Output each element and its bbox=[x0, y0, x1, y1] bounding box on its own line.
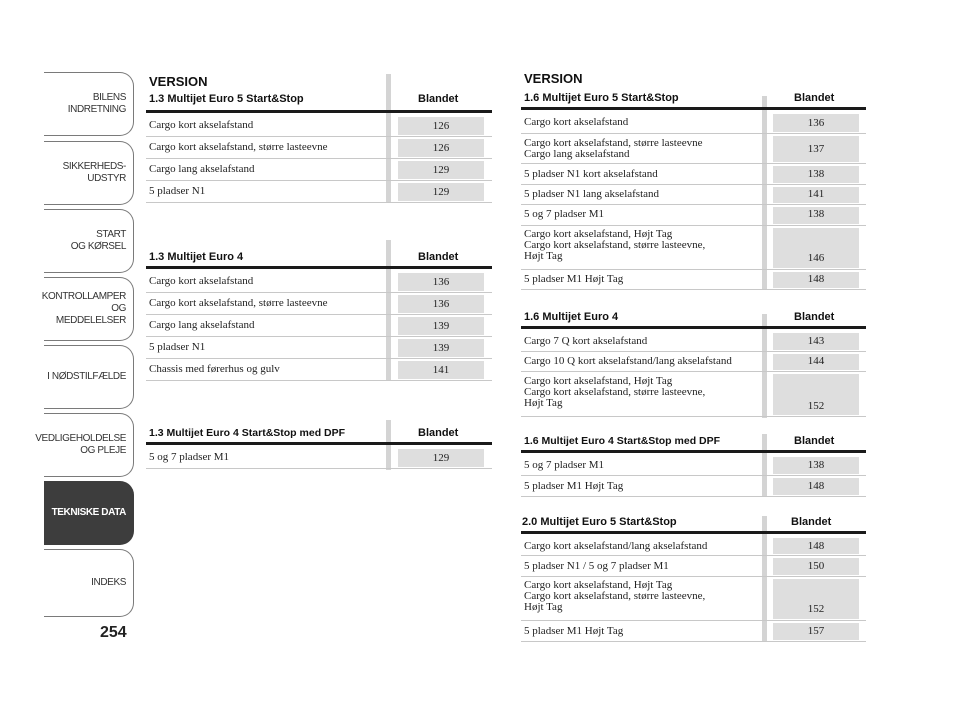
header-rule bbox=[146, 110, 492, 113]
row-value: 148 bbox=[807, 480, 825, 492]
table-row bbox=[521, 164, 866, 185]
table-row bbox=[146, 293, 492, 315]
row-value: 129 bbox=[432, 164, 450, 176]
table-row bbox=[521, 331, 866, 352]
row-value: 138 bbox=[807, 168, 825, 180]
row-value: 138 bbox=[807, 208, 825, 220]
version-title: VERSION bbox=[524, 71, 583, 86]
header-rule bbox=[521, 531, 866, 534]
table-row bbox=[521, 226, 866, 270]
row-value: 139 bbox=[432, 342, 450, 354]
row-value: 144 bbox=[807, 355, 825, 367]
row-value: 141 bbox=[432, 364, 450, 376]
row-label: Cargo lang akselafstand bbox=[149, 163, 255, 175]
row-value: 157 bbox=[807, 625, 825, 637]
table-row bbox=[521, 455, 866, 476]
section-name: 1.3 Multijet Euro 4 bbox=[149, 251, 244, 263]
header-rule bbox=[521, 326, 866, 329]
value-header: Blandet bbox=[791, 516, 832, 528]
row-label: 5 og 7 pladser M1 bbox=[524, 208, 605, 220]
tab-i-nodstilfaelde[interactable]: I NØDSTILFÆLDE bbox=[44, 345, 134, 409]
row-value: 143 bbox=[807, 335, 825, 347]
row-label: 5 og 7 pladser M1 bbox=[149, 451, 230, 463]
table-row bbox=[521, 577, 866, 621]
header-rule bbox=[146, 266, 492, 269]
table-row bbox=[146, 447, 492, 469]
tab-start-og-korsel[interactable]: START OG KØRSEL bbox=[44, 209, 134, 273]
row-value: 152 bbox=[807, 400, 825, 412]
row-value: 126 bbox=[432, 120, 450, 132]
row-label: 5 pladser N1 lang akselafstand bbox=[524, 188, 660, 200]
table-row bbox=[521, 621, 866, 642]
row-value: 136 bbox=[432, 298, 450, 310]
table-row bbox=[146, 359, 492, 381]
row-label: 5 og 7 pladser M1 bbox=[524, 459, 605, 471]
row-label: Cargo kort akselafstand, Højt Tag Cargo kort akselafstand, større lasteevne, Højt Tag bbox=[524, 375, 706, 409]
table-row bbox=[146, 115, 492, 137]
row-value: 129 bbox=[432, 452, 450, 464]
row-label: Cargo lang akselafstand bbox=[149, 319, 255, 331]
row-label: 5 pladser N1 kort akselafstand bbox=[524, 168, 658, 180]
row-label: 5 pladser N1 bbox=[149, 341, 206, 353]
row-label: Cargo kort akselafstand/lang akselafstand bbox=[524, 540, 708, 552]
row-label: Cargo 10 Q kort akselafstand/lang akselafstand bbox=[524, 355, 732, 367]
table-row bbox=[521, 476, 866, 497]
value-header: Blandet bbox=[794, 92, 835, 104]
table-row bbox=[521, 112, 866, 134]
row-label: 5 pladser N1 / 5 og 7 pladser M1 bbox=[524, 560, 669, 572]
section-header bbox=[521, 89, 866, 107]
section-header bbox=[521, 513, 866, 531]
row-value: 150 bbox=[807, 560, 825, 572]
table-row bbox=[521, 270, 866, 290]
section-name: 1.6 Multijet Euro 5 Start&Stop bbox=[524, 92, 679, 104]
table-row bbox=[146, 271, 492, 293]
row-label: Cargo kort akselafstand, større lasteevne bbox=[149, 297, 328, 309]
section-name: 2.0 Multijet Euro 5 Start&Stop bbox=[522, 516, 677, 528]
table-row bbox=[146, 337, 492, 359]
header-rule bbox=[521, 107, 866, 110]
row-value: 136 bbox=[432, 276, 450, 288]
page-number: 254 bbox=[100, 624, 127, 641]
row-value: 139 bbox=[432, 320, 450, 332]
right-column bbox=[521, 0, 866, 709]
row-value: 129 bbox=[432, 186, 450, 198]
row-label: Cargo kort akselafstand, Højt Tag Cargo kort akselafstand, større lasteevne, Højt Tag bbox=[524, 228, 706, 262]
table-row bbox=[521, 205, 866, 226]
row-value: 141 bbox=[807, 188, 825, 200]
row-label: Cargo 7 Q kort akselafstand bbox=[524, 335, 648, 347]
row-value: 152 bbox=[807, 603, 825, 615]
section-header bbox=[521, 308, 866, 326]
row-value: 136 bbox=[807, 117, 825, 129]
header-rule bbox=[521, 450, 866, 453]
section-header bbox=[521, 432, 866, 450]
section-header bbox=[146, 90, 492, 108]
table-row bbox=[146, 159, 492, 181]
table-row bbox=[146, 181, 492, 203]
row-label: Cargo kort akselafstand, større lasteevne bbox=[149, 141, 328, 153]
row-label: Cargo kort akselafstand, Højt Tag Cargo kort akselafstand, større lasteevne, Højt Tag bbox=[524, 579, 706, 613]
table-row bbox=[146, 137, 492, 159]
value-header: Blandet bbox=[418, 427, 459, 439]
row-label: 5 pladser N1 bbox=[149, 185, 206, 197]
table-row bbox=[521, 556, 866, 577]
value-header: Blandet bbox=[418, 251, 459, 263]
row-label: 5 pladser M1 Højt Tag bbox=[524, 480, 624, 492]
table-row bbox=[521, 185, 866, 205]
row-label: Cargo kort akselafstand bbox=[149, 275, 254, 287]
tab-vedligeholdelse[interactable]: VEDLIGEHOLDELSE OG PLEJE bbox=[44, 413, 134, 477]
value-header: Blandet bbox=[794, 435, 835, 447]
section-header bbox=[146, 424, 492, 442]
table-row bbox=[521, 536, 866, 556]
header-rule bbox=[146, 442, 492, 445]
tab-bilens-indretning[interactable]: BILENS INDRETNING bbox=[44, 72, 134, 136]
section-name: 1.6 Multijet Euro 4 Start&Stop med DPF bbox=[524, 435, 721, 447]
tab-tekniske-data[interactable]: TEKNISKE DATA bbox=[44, 481, 134, 545]
row-value: 148 bbox=[807, 540, 825, 552]
tab-kontrollamper[interactable]: KONTROLLAMPER OG MEDDELELSER bbox=[44, 277, 134, 341]
left-column bbox=[146, 0, 492, 709]
value-header: Blandet bbox=[418, 93, 459, 105]
section-name: 1.6 Multijet Euro 4 bbox=[524, 311, 619, 323]
row-value: 137 bbox=[807, 143, 825, 155]
row-label: Chassis med førerhus og gulv bbox=[149, 363, 280, 375]
row-label: 5 pladser M1 Højt Tag bbox=[524, 625, 624, 637]
tab-indeks[interactable]: INDEKS bbox=[44, 549, 134, 617]
section-name: 1.3 Multijet Euro 4 Start&Stop med DPF bbox=[149, 427, 346, 439]
table-row bbox=[521, 372, 866, 417]
row-label: Cargo kort akselafstand bbox=[524, 116, 629, 128]
table-row bbox=[521, 352, 866, 372]
row-label: Cargo kort akselafstand bbox=[149, 119, 254, 131]
row-label: Cargo kort akselafstand, større lasteevne Cargo lang akselafstand bbox=[524, 137, 703, 160]
row-value: 138 bbox=[807, 459, 825, 471]
table-row bbox=[146, 315, 492, 337]
row-value: 126 bbox=[432, 142, 450, 154]
version-title: VERSION bbox=[149, 74, 208, 89]
row-value: 146 bbox=[807, 252, 825, 264]
row-value: 148 bbox=[807, 273, 825, 285]
table-row bbox=[521, 134, 866, 164]
tab-sikkerhedsudstyr[interactable]: SIKKERHEDS- UDSTYR bbox=[44, 141, 134, 205]
row-label: 5 pladser M1 Højt Tag bbox=[524, 273, 624, 285]
value-header: Blandet bbox=[794, 311, 835, 323]
section-header bbox=[146, 248, 492, 266]
section-name: 1.3 Multijet Euro 5 Start&Stop bbox=[149, 93, 304, 105]
